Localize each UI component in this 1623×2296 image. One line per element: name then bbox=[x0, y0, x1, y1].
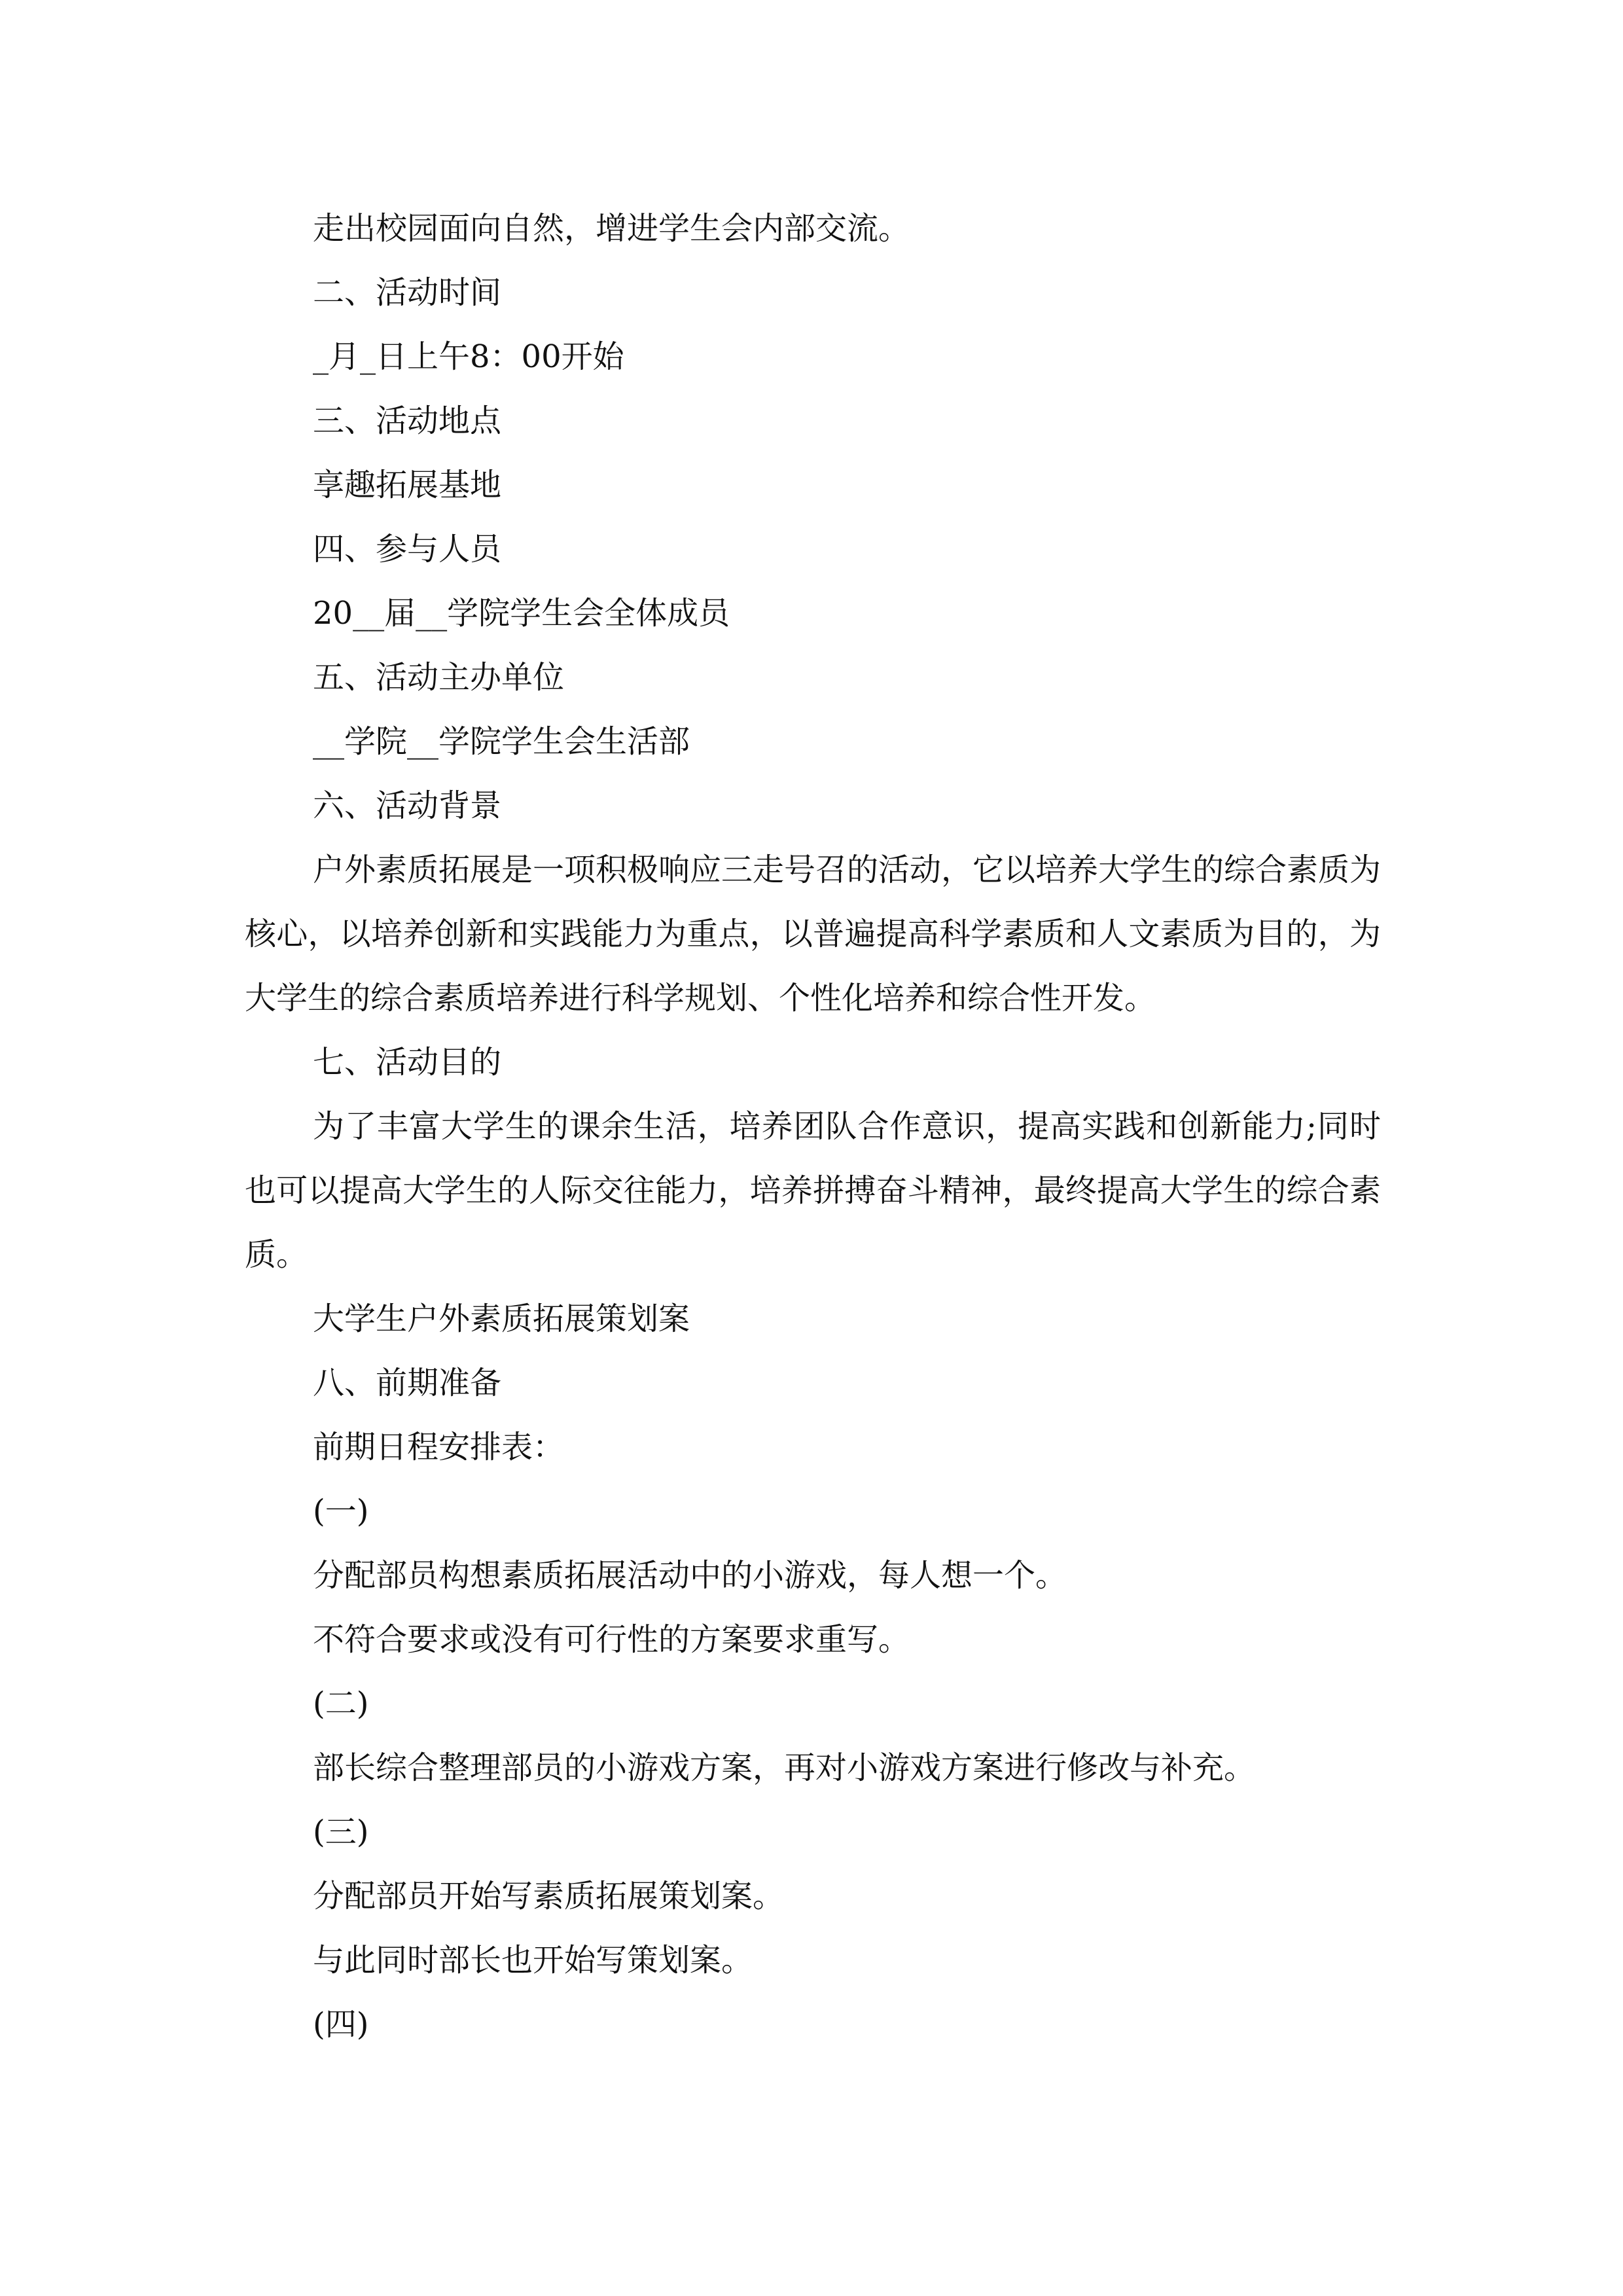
list-marker: (一) bbox=[313, 1493, 369, 1530]
section-heading-participants: 四、参与人员 bbox=[313, 531, 502, 567]
text-line: 分配部员开始写素质拓展策划案。 bbox=[313, 1878, 785, 1914]
section-heading-preparation: 八、前期准备 bbox=[313, 1365, 502, 1401]
section-heading-purpose: 七、活动目的 bbox=[313, 1044, 502, 1081]
section-heading-time: 二、活动时间 bbox=[313, 274, 502, 311]
schedule-label: 前期日程安排表： bbox=[313, 1429, 565, 1465]
text-line: 享趣拓展基地 bbox=[313, 467, 502, 503]
plan-title: 大学生户外素质拓展策划案 bbox=[313, 1300, 690, 1337]
text-line: 不符合要求或没有可行性的方案要求重写。 bbox=[313, 1621, 910, 1658]
list-marker: (三) bbox=[313, 1814, 369, 1850]
section-heading-location: 三、活动地点 bbox=[313, 403, 502, 439]
text-line: __学院__学院学生会生活部 bbox=[313, 723, 690, 760]
text-line: 20__届__学院学生会全体成员 bbox=[313, 595, 730, 632]
document-body bbox=[245, 196, 1381, 2056]
text-line: 与此同时部长也开始写策划案。 bbox=[313, 1942, 753, 1979]
text-line: 走出校园面向自然，增进学生会内部交流。 bbox=[313, 210, 910, 247]
text-line: _月_日上午8：00开始 bbox=[313, 338, 624, 375]
list-marker: (二) bbox=[313, 1685, 369, 1722]
section-heading-background: 六、活动背景 bbox=[313, 787, 502, 824]
text-line: 分配部员构想素质拓展活动中的小游戏，每人想一个。 bbox=[313, 1557, 1067, 1594]
purpose-paragraph: 为了丰富大学生的课余生活，培养团队合作意识，提高实践和创新能力;同时也可以提高大学生的人际交往能力，培养拼搏奋斗精神，最终提高大学生的综合素质。 bbox=[245, 1108, 1381, 1273]
background-paragraph: 户外素质拓展是一项积极响应三走号召的活动，它以培养大学生的综合素质为核心，以培养创新和实践能力为重点，以普遍提高科学素质和人文素质为目的，为大学生的综合素质培养进行科学规划、个性化培养和综合性开发。 bbox=[245, 852, 1382, 1016]
text-line: 部长综合整理部员的小游戏方案，再对小游戏方案进行修改与补充。 bbox=[313, 1749, 1256, 1786]
section-heading-organizer: 五、活动主办单位 bbox=[313, 659, 565, 696]
list-marker: (四) bbox=[313, 2006, 369, 2043]
